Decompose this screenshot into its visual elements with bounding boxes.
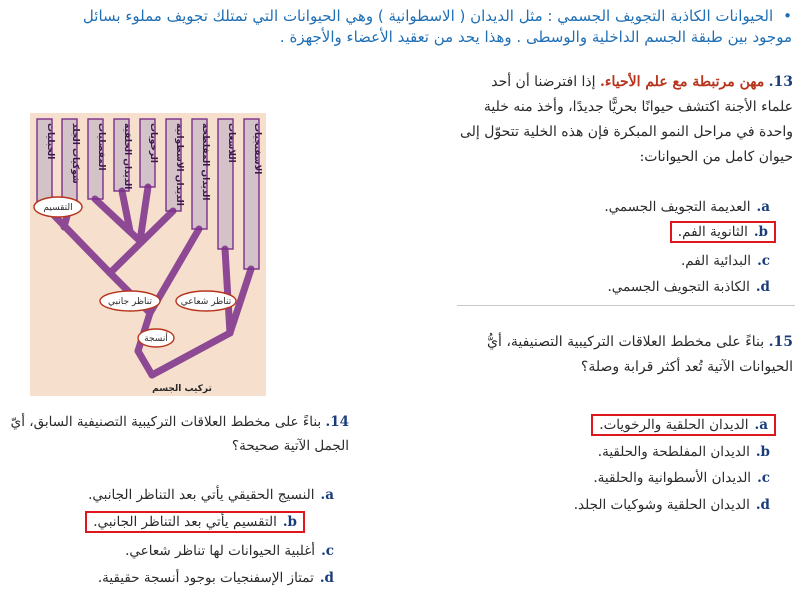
taxon-label-9: الاسفنجيات [252,123,262,175]
classification-tree-diagram [30,113,266,396]
question-14 [4,410,349,458]
q14-option-c-letter: c. [321,543,334,559]
q15-option-c-text: الديدان الأسطوانية والحلقية. [593,470,752,486]
q13-option-a-letter: a. [756,199,770,215]
q13-option-c-text: البدائية الفم. [680,253,752,269]
classification-tree-svg [30,113,266,396]
bullet-icon: • [783,7,792,25]
question-15-number: 15. [768,334,793,350]
node-segmentation-label: التقسيم [43,203,73,213]
q14-option-d[interactable] [98,570,334,586]
question-14-stem: بناءً على مخطط العلاقات التركيبية التصنيفية السابق، أيّ الجمل الآتية صحيحة؟ [10,414,349,454]
taxon-label-1: الحبليات [45,123,55,160]
q15-option-d-text: الديدان الحلقية وشوكيات الجلد. [573,497,750,513]
taxon-label-7: الديدان المفلطحة [200,123,210,201]
question-13-stem: إذا افترضنا أن أحد علماء الأجنة اكتشف حيوانًا بحريًّا جديدًا، وأخذ منه خلية واحدة في مراحل النمو المبكرة فإن هذه الخلية تتحوّل إلى حيوان كامل من الحيوانات: [460,74,793,165]
node-radial-label: تناظر شعاعي [180,297,232,307]
question-13 [455,70,793,170]
q14-option-a[interactable] [88,487,334,503]
q13-option-c-letter: c. [757,253,770,269]
q15-option-b[interactable] [598,444,770,460]
intro-bullet [40,6,792,48]
taxon-label-8: اللاسعات [226,123,236,163]
intro-bullet-text: الحيوانات الكاذبة التجويف الجسمي : مثل الديدان ( الاسطوانية ) وهي الحيوانات التي تمتلك تجويف مملوء بسائل موجود بين طبقة الجسم الداخلية والوسطى . وهذا يحد من تعقيد الأعضاء والأجهزة . [82,7,792,46]
q15-option-b-text: الديدان المفلطحة والحلقية. [597,444,750,460]
taxon-label-3: المفصليات [96,123,106,171]
q14-option-c[interactable] [125,543,334,559]
q13-option-d[interactable] [607,279,770,295]
branch-arthropods [95,199,140,241]
q13-option-b-highlighted[interactable] [670,221,776,243]
q15-option-a-text: الديدان الحلقية والرخويات. [599,417,749,433]
q13-option-b-text: الثانوية الفم. [677,224,748,240]
q15-option-a-letter: a. [754,417,768,433]
question-14-number: 14. [325,414,349,430]
question-13-number: 13. [768,74,793,90]
q15-option-c-letter: c. [757,470,770,486]
branch-cnidaria [225,249,230,333]
q14-option-b-letter: b. [282,514,297,530]
section-divider [457,305,795,306]
q15-option-a-highlighted[interactable] [591,414,776,436]
q13-option-d-letter: d. [755,279,770,295]
q14-option-c-text: أغلبية الحيوانات لها تناظر شعاعي. [125,543,316,559]
question-15 [455,330,793,380]
node-tissues-label: أنسجة [144,334,168,344]
node-body-plan-label: تركيب الجسم [152,384,212,394]
taxon-label-6: الديدان الاسطوانية [174,123,184,206]
q14-option-d-letter: d. [319,570,334,586]
q15-option-c[interactable] [593,470,770,486]
q14-option-b-highlighted[interactable] [85,511,305,533]
q13-option-d-text: الكاذبة التجويف الجسمي. [607,279,750,295]
branch-trunk-left [138,351,152,375]
taxon-label-5: الرخويات [148,123,158,163]
taxon-label-2: شوكيات الجلد [70,123,80,184]
q13-option-a[interactable] [604,199,770,215]
q15-option-b-letter: b. [755,444,770,460]
q15-option-d-letter: d. [755,497,770,513]
q14-option-a-text: النسيج الحقيقي يأتي بعد التناظر الجانبي. [88,487,315,503]
node-bilateral-label: تناظر جانبي [108,297,152,307]
question-13-topic: مهن مرتبطة مع علم الأحياء. [600,74,765,90]
q13-option-c[interactable] [681,253,770,269]
q14-option-a-letter: a. [320,487,334,503]
q14-option-d-text: تمتاز الإسفنجيات بوجود أنسجة حقيقية. [97,570,314,586]
q15-option-d[interactable] [574,497,770,513]
q13-option-b-letter: b. [753,224,768,240]
taxon-label-4: الديدان الحلقية [122,123,132,190]
q13-option-a-text: العديمة التجويف الجسمي. [604,199,751,215]
question-15-stem: بناءً على مخطط العلاقات التركيبية التصنيفية، أيُّ الحيوانات الآتية تُعد أكثر قرابة وصلة؟ [487,334,793,375]
q14-option-b-text: التقسيم يأتي بعد التناظر الجانبي. [93,514,277,530]
